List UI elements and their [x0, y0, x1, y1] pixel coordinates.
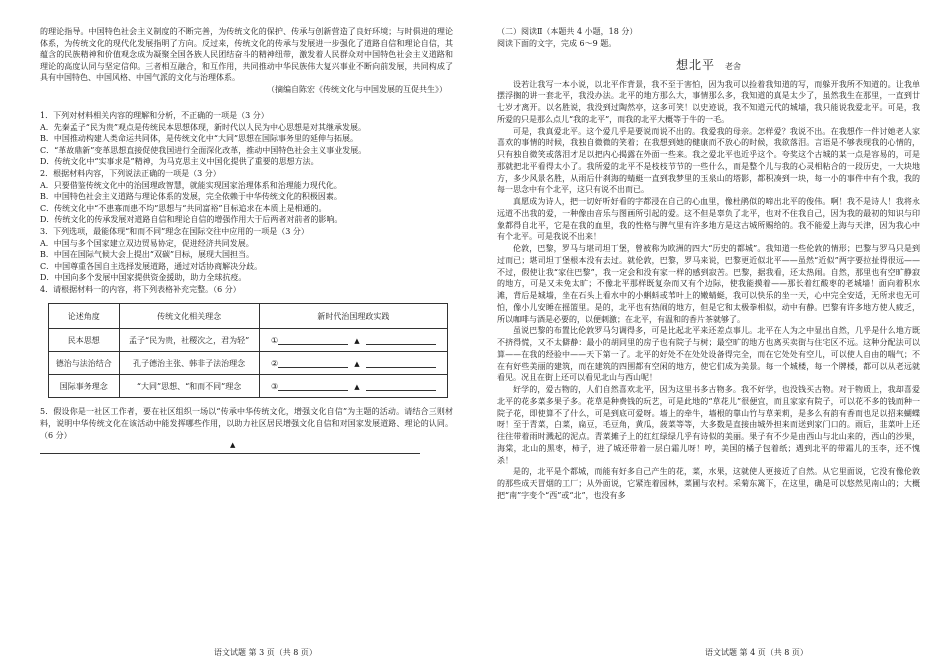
- answer-blank: [278, 358, 348, 368]
- answer-line[interactable]: [40, 441, 420, 454]
- essay-paragraph: 虽说巴黎的布置比伦敦罗马匀调得多，可是比起北平来还差点事儿。北平在人为之中显出自然，几乎是什么地方既不挤得慌，又不太僻静：最小的胡同里的房子也有院子与树；最空旷的地方也离买卖街与住宅区不远。这种分配法可以算——在我的经验中——天下第一了。北平的好处不在处处设备得完全，而在它处处有空儿，可以使人自由的喘气；不在有好些美丽的建筑，而在建筑的四围都有空闲的地方，使它们成为美景。每一个城楼，每一个牌楼，都可以从老远就看见。况且在街上还可以看见北山与西山呢！: [497, 326, 920, 383]
- table-row: [49, 329, 448, 352]
- reading-instruction: 阅读下面的文字，完成 6～9 题。: [497, 38, 617, 48]
- q2-option-d: D．传统文化的传承发展对道路自信和理论自信的增强作用大于后两者对前者的影响。: [40, 215, 343, 225]
- answer-cell-1[interactable]: [259, 329, 447, 352]
- table-cell: “大同”思想、“和而不同”理念: [119, 375, 259, 398]
- blank-number: ①: [271, 336, 279, 346]
- table-header-row: [49, 304, 448, 329]
- question-4: 4．请根据材料一的内容，将下列表格补充完整。（6 分）: [40, 284, 241, 294]
- question-2: 2．根据材料内容，下列说法正确的一项是（3 分）: [40, 168, 221, 178]
- essay-title: 想北平: [675, 57, 715, 72]
- question-3: 3．下列选项，最能体现“和而不同”理念在国际交往中应用的一项是（3 分）: [40, 226, 309, 236]
- essay-paragraph: 好学的，爱古物的，人们自然喜欢北平，因为这里书多古物多。我不好学，也没钱买古物。对于物质上，我却喜爱北平的花多菜多果子多。花草是种费钱的玩艺，可是此地的“草花儿”很便宜，而且家家有院子，可以花不多的钱而种一院子花，即使算不了什么，可是到底可爱呀。墙上的牵牛，墙根的靠山竹与草茉莉，是多么有韵有香而也足以招来蝴蝶呀！至于青菜，白菜，扁豆，毛豆角，黄瓜，菠菜等等，大多数是直接由城外担来而送到家门口的。雨后，韭菜叶上还往往带着雨时溅起的泥点。青菜摊子上的红红绿绿几乎有诗似的美丽。果子有不少是由西山与北山来的，西山的沙果，海棠，北山的黑枣，柿子，进了城还带着一层白霜儿呀！哼，美国的橘子包着纸；遇到北平的带霜儿的玉李，还不愧杀！: [497, 385, 920, 465]
- blank-number: ②: [271, 359, 279, 369]
- blank-number: ③: [271, 382, 279, 392]
- table-header: 新时代治国理政实践: [259, 304, 447, 329]
- answer-blank: [366, 358, 436, 368]
- triangle-marker-icon: ▲: [354, 337, 360, 346]
- table-row: [49, 352, 448, 375]
- essay-author: 老舍: [725, 61, 741, 71]
- question-5: 5．假设你是一社区工作者，要在社区组织一场以“传承中华传统文化，增强文化自信”为主题的活动。请结合三则材料，说明中华传统文化在该活动中能发挥哪些作用，以助力社区居民增强文化自信和对国家发展道路、理论的认同。（6 分）: [40, 407, 453, 440]
- q3-option-c: C．中国尊重各国自主选择发展道路，通过对话协商解决分歧。: [40, 261, 263, 271]
- section-heading: （二）阅读Ⅱ（本题共 4 小题，18 分）: [497, 27, 638, 36]
- page-footer-3: 语文试题 第 3 页（共 8 页）: [214, 648, 317, 657]
- passage-source: （摘编自陈宏《传统文化与中国发展的互促共生》）: [267, 84, 447, 94]
- q3-option-b: B．中国在国际气候大会上提出“双碳”目标，展现大国担当。: [40, 250, 255, 260]
- essay-paragraph: 伦敦，巴黎，罗马与堪司坦丁堡，曾被称为欧洲的四大“历史的都城”。我知道一些伦敦的情形；巴黎与罗马只是到过而已；堪司坦丁堡根本没有去过。就伦敦，巴黎，罗马来说，巴黎更近似北平——虽然“近似”两字要拉扯得很远——不过，假使让我“家住巴黎”，我一定会和没有家一样的感到寂苦。巴黎，据我看，还太热闹。自然，那里也有空旷静寂的地方，可是又未免太旷；不像北平那样既复杂而又有个边际，使我能摸着——那长着红酸枣的老城墙！面向着积水滩，背后是城墙，坐在石头上看水中的小蝌蚪或苇叶上的嫩蜻蜓，我可以快乐的坐一天，心中完全安适，无所求也无可怕，像小儿安睡在摇篮里。是的，北平也有热闹的地方，但是它和太极拳相似，动中有静。巴黎有许多地方使人疲乏，所以咖啡与酒是必要的，以便刺激；在北平，有温和的香片茶就够了。: [497, 244, 920, 324]
- essay-paragraph: 设若让我写一本小说，以北平作背景，我不至于害怕，因为我可以捡着我知道的写，而躲开我所不知道的。让我单摆浮搁的讲一套北平，我没办法。北平的地方那么大，事情那么多，我知道的真是太少了，虽然我生在那里，一直到廿七岁才离开。以名胜说，我没到过陶然亭，这多可笑！以史迹说，我不知道元代的城墙，我只能说我爱北平。可是，我所爱的只是那么点儿“我的北平”，而我的北平大概等于牛的一毛。: [497, 79, 920, 124]
- q1-option-a: A．先秦孟子“民为贵”观点是传统民本思想体现，新时代以人民为中心思想是对其继承发展。: [40, 122, 366, 132]
- essay-title-line: [497, 54, 920, 73]
- q1-option-d: D．传统文化中“实事求是”精神，为马克思主义中国化提供了重要的思想方法。: [40, 157, 319, 167]
- table-cell: 民本思想: [49, 329, 120, 352]
- q3-option-d: D．中国向多个发展中国家提供资金援助，助力全球抗疫。: [40, 273, 247, 283]
- question-list: [40, 110, 453, 296]
- essay-paragraph: 可是，我真爱北平。这个爱几乎是要说而说不出的。我爱我的母亲。怎样爱？我说不出。在我想作一件讨她老人家喜欢的事情的时候，我独自微微的笑着；在我想到她的健康而不放心的时候，我欲落泪。言语是不够表现我的心情的，只有独自微笑或落泪才足以把内心揭露在外面一些来。我之爱北平也近乎这个。夸奖这个古城的某一点是容易的，可是那就把北平看得太小了。我所爱的北平不是枝枝节节的一些什么，而是整个儿与我的心灵相粘合的一段历史，一大块地方，多少风景名胜，从雨后什刹海的蜻蜓一直到我梦里的玉泉山的塔影，都积凑到一块，每一小的事件中有个我，我的每一思念中有个北平，这只有说不出而已。: [497, 126, 920, 195]
- triangle-marker-icon: ▲: [354, 383, 360, 392]
- essay-paragraph: 真愿成为诗人，把一切好听好看的字都浸在自己的心血里，像杜鹃似的啼出北平的俊伟。啊！我不是诗人！我将永远道不出我的爱，一种像由音乐与图画所引起的爱。这不但是辜负了北平，也对不住我自己，因为我的最初的知识与印象都得自北平，它是在我的血里，我的性格与脾气里有许多地方是这古城所赐给的。我不能爱上海与天津，因为我心中有个北平。可是我说不出来！: [497, 197, 920, 242]
- q1-option-b: B．中国推动构建人类命运共同体，是传统文化中“大同”思想在国际事务里的延伸与拓展。: [40, 134, 359, 144]
- table-cell: 国际事务理念: [49, 375, 120, 398]
- answer-blank: [366, 381, 436, 391]
- table-cell: 孔子德治主张、韩非子法治理念: [119, 352, 259, 375]
- answer-blank: [278, 381, 348, 391]
- q2-option-c: C．传统文化中“不患寡而患不均”思想与“共同富裕”目标追求在本质上是相通的。: [40, 203, 327, 213]
- essay-paragraph: 是的，北平是个都城，而能有好多自己产生的花，菜，水果，这就使人更接近了自然。从它里面说，它没有像伦敦的那些成天冒烟的工厂；从外面说，它紧连着园林，菜圃与农村。采菊东篱下，在这里，确是可以悠然见南山的；大概把“南”字变个“西”或“北”，也没有多: [497, 467, 920, 500]
- right-page: [475, 0, 950, 672]
- triangle-marker-icon: ▲: [354, 360, 360, 369]
- table-cell: 孟子“民为贵，社稷次之，君为轻”: [119, 329, 259, 352]
- answer-cell-3[interactable]: [259, 375, 447, 398]
- page-footer-4: 语文试题 第 4 页（共 8 页）: [705, 648, 808, 657]
- answer-cell-2[interactable]: [259, 352, 447, 375]
- table-cell: 德治与法治结合: [49, 352, 120, 375]
- q2-option-a: A．只要借鉴传统文化中的治国理政智慧，就能实现国家治理体系和治理能力现代化。: [40, 180, 342, 190]
- q3-option-a: A．中国与多个国家建立双边贸易协定，促进经济共同发展。: [40, 238, 254, 248]
- passage-tail: 的理论指导。中国特色社会主义制度的不断完善，为传统文化的保护、传承与创新营造了良好环境；与时俱进的理论体系，为传统文化的现代化发展指明了方向。反过来，传统文化的传承与发展进一步强化了道路自信和理论自信，其蕴含的民族精神和价值观念成为凝聚全国各族人民团结奋斗的精神纽带，激发着人民群众对中国特色社会主义道路和理论的高度认同与坚定信仰。三者相互融合，和互作用，共同推动中华民族伟大复兴事业不断向前发展，共同构成了具有中国特色、中国风格、中国气派的文化与治理体系。: [40, 27, 453, 83]
- answer-blank: [366, 335, 436, 345]
- table-header: 论述角度: [49, 304, 120, 329]
- triangle-marker-icon: ▲: [230, 441, 236, 450]
- table-row: [49, 375, 448, 398]
- q2-option-b: B．中国特色社会主义道路与理论体系的发展，完全依赖于中华传统文化的积极因素。: [40, 192, 342, 202]
- answer-blank: [278, 335, 348, 345]
- table-header: 传统文化相关理念: [119, 304, 259, 329]
- comparison-table: [48, 303, 448, 398]
- question-1: 1．下列对材料相关内容的理解和分析，不正确的一项是（3 分）: [40, 110, 269, 120]
- q1-option-c: C．“革故鼎新”变革思想直接促使我国进行全面深化改革，推动中国特色社会主义事业发展。: [40, 145, 367, 155]
